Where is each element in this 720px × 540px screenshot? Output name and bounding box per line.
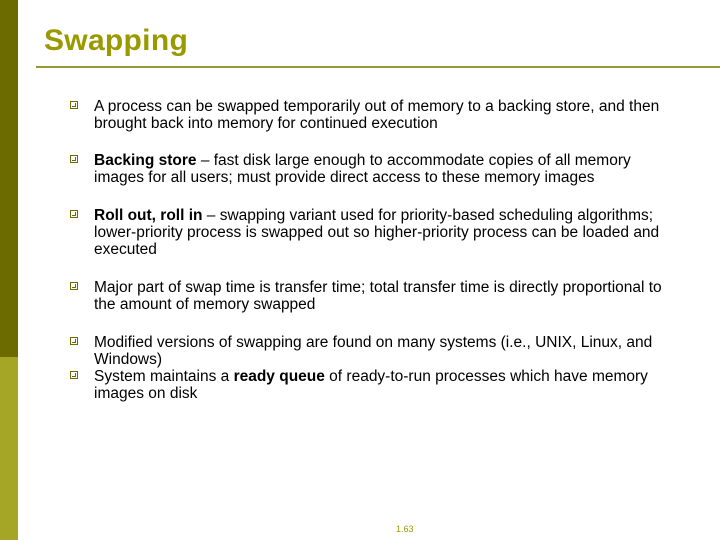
bullet-term: ready queue	[233, 368, 325, 385]
bullet-list	[70, 98, 680, 402]
bullet-item	[70, 152, 680, 186]
bullet-text: Modified versions of swapping are found on many systems (i.e., UNIX, Linux, and Windows)	[94, 334, 653, 368]
hollow-square-icon	[70, 155, 78, 163]
hollow-square-icon	[70, 210, 78, 218]
page-number: 1.63	[396, 524, 414, 534]
bullet-text: Major part of swap time is transfer time; total transfer time is directly proportional to the amount of memory swapped	[94, 279, 662, 313]
bullet-item	[70, 207, 680, 258]
slide-title: Swapping	[44, 24, 189, 57]
bullet-text: A process can be swapped temporarily out of memory to a backing store, and then brought back into memory for continued execution	[94, 98, 660, 132]
bullet-text: – fast disk large enough to accommodate copies of all memory images for all users; must provide direct access to these memory images	[94, 152, 631, 186]
left-accent-bar-dark	[0, 0, 18, 357]
bullet-term: Roll out, roll in	[94, 207, 203, 224]
hollow-square-icon	[70, 371, 78, 379]
bullet-item	[70, 98, 680, 132]
bullet-item	[70, 334, 680, 368]
bullet-item	[70, 279, 680, 313]
title-underline	[36, 66, 720, 68]
bullet-prefix: System maintains a	[94, 368, 234, 385]
hollow-square-icon	[70, 282, 78, 290]
bullet-text: of ready-to-run processes which have memory images on disk	[94, 368, 648, 402]
hollow-square-icon	[70, 101, 78, 109]
bullet-text: – swapping variant used for priority-based scheduling algorithms; lower-priority process is swapped out so higher-priority process can be loaded and executed	[94, 207, 660, 258]
bullet-term: Backing store	[94, 152, 197, 169]
bullet-item	[70, 368, 680, 402]
left-accent-bar-light	[0, 357, 18, 540]
hollow-square-icon	[70, 337, 78, 345]
